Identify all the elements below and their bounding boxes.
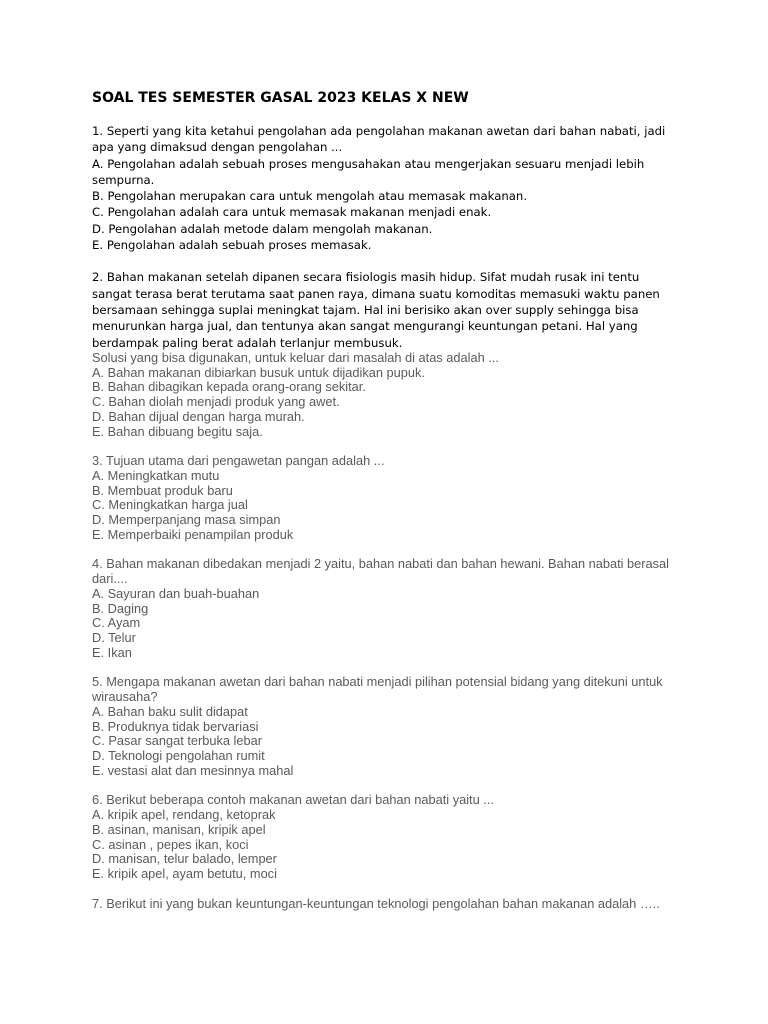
option-b: B. Membuat produk baru [92,482,233,498]
option-e: E. Memperbaiki penampilan produk [92,526,294,542]
question-2-stem [92,269,682,350]
option-d: D. manisan, telur balado, lemper [92,851,277,867]
question-7 [92,897,682,912]
question-4 [92,557,682,660]
option-c: C. Pengolahan adalah cara untuk memasak makanan menjadi enak. [92,205,492,220]
option-b: B. Produknya tidak bervariasi [92,718,259,734]
option-b: B. Pengolahan merupakan cara untuk mengolah atau memasak makanan. [92,189,528,204]
option-a: A. Sayuran dan buah-buahan [92,585,260,601]
option-a: A. Bahan makanan dibiarkan busuk untuk dijadikan pupuk. [92,364,425,380]
option-c: C. Ayam [92,615,141,631]
option-c: C. asinan , pepes ikan, koci [92,836,249,852]
option-c: C. Meningkatkan harga jual [92,497,248,513]
question-2 [92,351,682,440]
option-e: E. Pengolahan adalah sebuah proses memasak. [92,238,372,253]
option-e: E. Bahan dibuang begitu saja. [92,423,263,439]
option-a: A. Bahan baku sulit didapat [92,703,248,719]
option-e: E. Ikan [92,644,132,660]
option-c: C. Bahan diolah menjadi produk yang awet. [92,394,340,410]
option-b: B. asinan, manisan, kripik apel [92,821,266,837]
option-b: B. Bahan dibagikan kepada orang-orang sekitar. [92,379,366,395]
option-d: D. Bahan dijual dengan harga murah. [92,408,305,424]
option-c: C. Pasar sangat terbuka lebar [92,733,263,749]
question-text: 6. Berikut beberapa contoh makanan awetan dari bahan nabati yaitu ... [92,792,494,808]
option-a: A. Meningkatkan mutu [92,467,220,483]
option-a: A. kripik apel, rendang, ketoprak [92,807,276,823]
question-5 [92,675,682,778]
option-d: D. Memperpanjang masa simpan [92,512,281,528]
document-title: SOAL TES SEMESTER GASAL 2023 KELAS X NEW [92,90,469,106]
option-e: E. vestasi alat dan mesinnya mahal [92,762,294,778]
question-text: 4. Bahan makanan dibedakan menjadi 2 yaitu, bahan nabati dan bahan hewani. Bahan nabati berasal dari.... [92,556,670,587]
question-prompt: Solusi yang bisa digunakan, untuk keluar dari masalah di atas adalah ... [92,349,499,365]
option-e: E. kripik apel, ayam betutu, moci [92,866,277,882]
question-text: 7. Berikut ini yang bukan keuntungan-keuntungan teknologi pengolahan bahan makanan adalah ….. [92,895,660,911]
question-6 [92,793,682,882]
option-d: D. Teknologi pengolahan rumit [92,748,265,764]
question-text: 1. Seperti yang kita ketahui pengolahan ada pengolahan makanan awetan dari bahan nabati, jadi apa yang dimaksud dengan pengolahan ... [92,124,666,155]
option-d: D. Pengolahan adalah metode dalam mengolah makanan. [92,221,433,236]
option-d: D. Telur [92,630,136,646]
question-text: 2. Bahan makanan setelah dipanen secara fisiologis masih hidup. Sifat mudah rusak ini tentu sangat terasa berat terutama saat panen raya, dimana suatu komoditas memasuki waktu panen bersamaan sehingga suplai meningkat tajam. Hal ini berisiko akan over supply sehingga bisa menurunkan harga jual, dan tentunya akan sangat mengurangi keuntungan petani. Hal yang berdampak paling berat adalah terlanjur membusuk. [92,270,660,350]
option-b: B. Daging [92,600,149,616]
question-3 [92,454,682,543]
question-text: 3. Tujuan utama dari pengawetan pangan adalah ... [92,453,385,469]
document-body [92,88,682,911]
question-1 [92,123,682,253]
option-a: A. Pengolahan adalah sebuah proses mengusahakan atau mengerjakan sesuaru menjadi lebih sempurna. [92,156,645,187]
question-text: 5. Mengapa makanan awetan dari bahan nabati menjadi pilihan potensial bidang yang ditekuni untuk wirausaha? [92,674,663,705]
